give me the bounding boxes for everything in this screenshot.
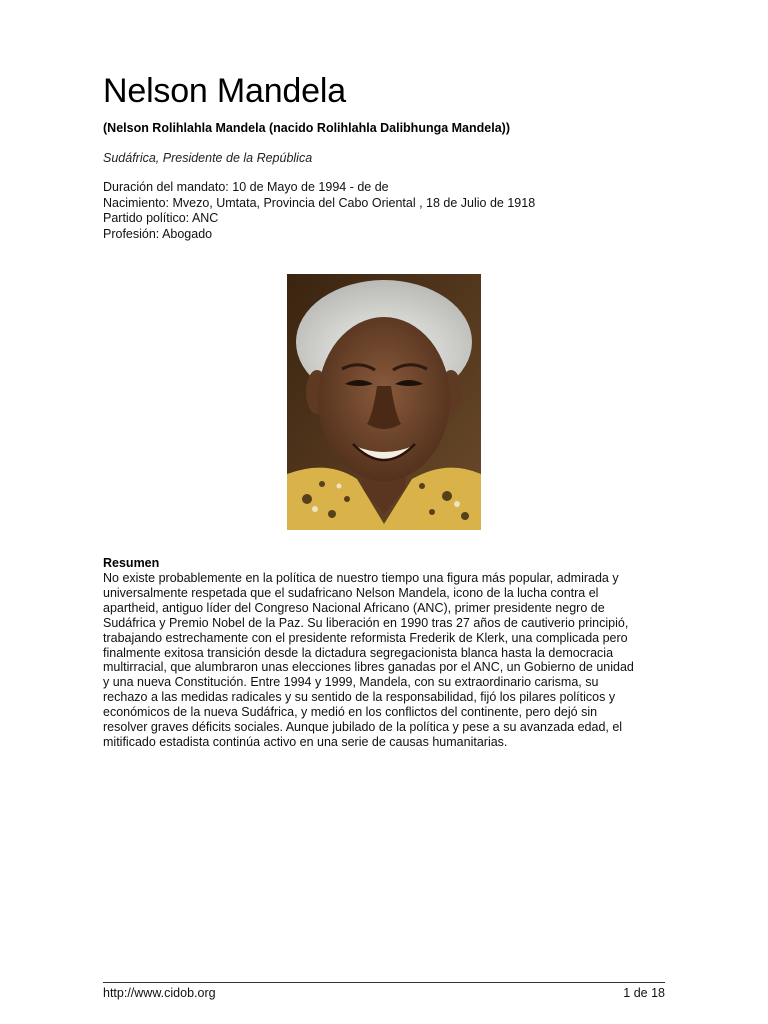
fact-party: Partido político: ANC: [103, 211, 219, 225]
summary-line: trabajando estrechamente con el presidente reformista Frederik de Klerk, una complicada pero: [103, 630, 628, 645]
facts-block: [103, 180, 535, 242]
summary-paragraph: [103, 571, 663, 750]
summary-line: No existe probablemente en la política de nuestro tiempo una figura más popular, admirada y: [103, 571, 619, 585]
role-line: Sudáfrica, Presidente de la República: [103, 151, 313, 165]
portrait-photo: [287, 274, 481, 530]
summary-line: finalmente exitosa transición desde la dictadura segregacionista blanca hasta la democracia: [103, 645, 614, 660]
summary-line: multirracial, que alumbraron unas elecciones libres ganadas por el ANC, un Gobierno de unidad: [103, 660, 634, 675]
page-number: 1 de 18: [623, 986, 665, 1000]
summary-line: resolver graves déficits sociales. Aunque jubilado de la política y pese a su avanzada edad, el: [103, 720, 623, 735]
fact-term: Duración del mandato: 10 de Mayo de 1994 - de de: [103, 180, 389, 194]
summary-line: y una nueva Constitución. Entre 1994 y 1999, Mandela, con su extraordinario carisma, su: [103, 675, 599, 690]
fact-birth: Nacimiento: Mvezo, Umtata, Provincia del Cabo Oriental , 18 de Julio de 1918: [103, 195, 536, 210]
summary-line: rechazo a las medidas radicales y su sentido de la responsabilidad, fijó los pilares políticos y: [103, 690, 616, 705]
footer-divider: [103, 982, 665, 983]
summary-line: universalmente respetada que el sudafricano Nelson Mandela, icono de la lucha contra el: [103, 585, 599, 600]
full-name-subtitle: (Nelson Rolihlahla Mandela (nacido Rolihlahla Dalibhunga Mandela)): [103, 121, 510, 135]
summary-line: Sudáfrica y Premio Nobel de la Paz. Su liberación en 1990 tras 27 años de cautiverio principió,: [103, 615, 629, 630]
page-title: Nelson Mandela: [103, 72, 346, 110]
summary-heading: Resumen: [103, 556, 160, 570]
fact-profession: Profesión: Abogado: [103, 226, 213, 241]
summary-line: económicos de la nueva Sudáfrica, y medió en los conflictos del continente, pero dejó sin: [103, 705, 598, 720]
summary-line: apartheid, antiguo líder del Congreso Nacional Africano (ANC), primer presidente negro de: [103, 600, 605, 615]
summary-line: mitificado estadista continúa activo en una serie de causas humanitarias.: [103, 734, 508, 749]
footer-url: http://www.cidob.org: [103, 986, 216, 1000]
